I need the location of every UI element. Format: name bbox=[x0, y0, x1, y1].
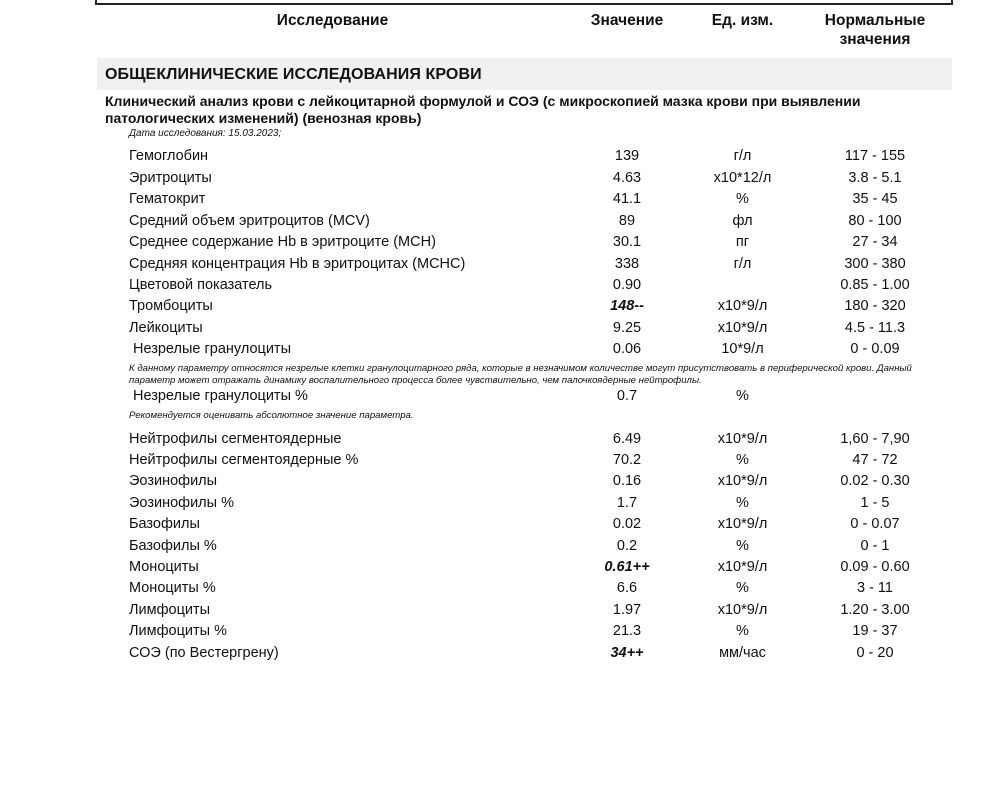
report-frame-top bbox=[95, 0, 953, 5]
column-header-norm-line1: Нормальные bbox=[824, 12, 926, 29]
row-unit: x10*12/л bbox=[713, 170, 772, 186]
row-norm: 1.20 - 3.00 bbox=[840, 602, 910, 618]
footnote-immature-granulocytes: К данному параметру относятся незрелые клетки гранулоцитарного ряда, которые в незначимом количестве могут присутствовать в периферической крови. Данный параметр может отражать динамику воспалительного процесса более чувствительно, чем палочкоядерные нейтрофилы. bbox=[129, 363, 912, 386]
result-row bbox=[0, 602, 1000, 623]
row-norm: 3.8 - 5.1 bbox=[848, 170, 902, 186]
row-name: Базофилы bbox=[129, 516, 200, 532]
row-name: Моноциты bbox=[129, 559, 199, 575]
row-value: 0.02 bbox=[612, 516, 642, 532]
result-row bbox=[0, 170, 1000, 191]
row-value: 139 bbox=[614, 148, 640, 164]
row-name: Средний объем эритроцитов (MCV) bbox=[129, 213, 370, 229]
row-name: Эозинофилы % bbox=[129, 495, 234, 511]
row-value: 21.3 bbox=[612, 623, 642, 639]
row-unit: x10*9/л bbox=[717, 559, 768, 575]
test-title: Клинический анализ крови с лейкоцитарной формулой и СОЭ (с микроскопией мазка крови при выявлении патологических изменений) (венозная кровь) bbox=[105, 93, 861, 126]
row-name: Цветовой показатель bbox=[129, 277, 273, 293]
row-name: Нейтрофилы сегментоядерные bbox=[129, 431, 342, 447]
row-value: 1.97 bbox=[612, 602, 642, 618]
row-unit: % bbox=[736, 191, 749, 207]
row-name: СОЭ (по Вестергрену) bbox=[129, 645, 279, 661]
row-unit: г/л bbox=[733, 148, 752, 164]
row-unit: % bbox=[736, 388, 749, 404]
row-unit: x10*9/л bbox=[717, 602, 768, 618]
result-row bbox=[0, 277, 1000, 298]
row-value: 6.49 bbox=[612, 431, 642, 447]
row-name: Тромбоциты bbox=[129, 298, 213, 314]
row-unit: % bbox=[736, 495, 749, 511]
row-norm: 0.02 - 0.30 bbox=[840, 473, 910, 489]
row-value: 30.1 bbox=[612, 234, 642, 250]
row-name: Нейтрофилы сегментоядерные % bbox=[129, 452, 359, 468]
row-name: Средняя концентрация Hb в эритроцитах (MCHC) bbox=[129, 256, 466, 272]
row-norm: 0 - 0.09 bbox=[850, 341, 900, 357]
row-value: 9.25 bbox=[612, 320, 642, 336]
column-header-unit: Ед. изм. bbox=[711, 12, 774, 29]
row-unit: фл bbox=[732, 213, 753, 229]
row-unit: % bbox=[736, 623, 749, 639]
row-norm: 35 - 45 bbox=[852, 191, 898, 207]
row-name: Эритроциты bbox=[129, 170, 212, 186]
row-value: 1.7 bbox=[616, 495, 638, 511]
row-name: Незрелые гранулоциты bbox=[133, 341, 291, 357]
row-norm: 117 - 155 bbox=[844, 148, 906, 164]
column-header-value: Значение bbox=[590, 12, 664, 29]
row-name: Гематокрит bbox=[129, 191, 206, 207]
row-norm: 19 - 37 bbox=[852, 623, 898, 639]
row-name: Эозинофилы bbox=[129, 473, 218, 489]
row-unit: % bbox=[736, 452, 749, 468]
row-value: 0.16 bbox=[612, 473, 642, 489]
row-unit: x10*9/л bbox=[717, 431, 768, 447]
result-row bbox=[0, 320, 1000, 341]
row-value-flagged: 0.61++ bbox=[604, 559, 650, 575]
row-name: Лимфоциты bbox=[129, 602, 211, 618]
row-unit: % bbox=[736, 538, 749, 554]
column-header-study: Исследование bbox=[276, 12, 389, 29]
row-norm: 1 - 5 bbox=[860, 495, 890, 511]
row-unit: г/л bbox=[733, 256, 752, 272]
row-norm: 0.85 - 1.00 bbox=[840, 277, 910, 293]
section-title: ОБЩЕКЛИНИЧЕСКИЕ ИССЛЕДОВАНИЯ КРОВИ bbox=[105, 66, 482, 83]
result-row bbox=[0, 148, 1000, 169]
row-norm: 180 - 320 bbox=[844, 298, 906, 314]
row-name: Среднее содержание Hb в эритроците (MCH) bbox=[129, 234, 436, 250]
row-norm: 3 - 11 bbox=[856, 580, 893, 596]
row-value: 41.1 bbox=[612, 191, 642, 207]
row-value: 0.7 bbox=[616, 388, 638, 404]
result-row bbox=[0, 234, 1000, 255]
column-header-norm bbox=[805, 11, 945, 49]
result-row bbox=[0, 431, 1000, 452]
row-norm: 1,60 - 7,90 bbox=[840, 431, 910, 447]
result-row bbox=[0, 495, 1000, 516]
result-row-flagged bbox=[0, 559, 1000, 580]
result-row bbox=[0, 623, 1000, 644]
result-row bbox=[0, 538, 1000, 559]
row-unit: x10*9/л bbox=[717, 473, 768, 489]
row-value: 70.2 bbox=[612, 452, 642, 468]
row-value-flagged: 148-- bbox=[610, 298, 644, 314]
result-row bbox=[0, 452, 1000, 473]
result-row-flagged bbox=[0, 645, 1000, 666]
row-norm: 27 - 34 bbox=[852, 234, 898, 250]
row-name: Гемоглобин bbox=[129, 148, 209, 164]
result-row bbox=[0, 473, 1000, 494]
footnote-recommendation: Рекомендуется оценивать абсолютное значение параметра. bbox=[129, 410, 414, 421]
row-norm: 80 - 100 bbox=[848, 213, 902, 229]
result-row bbox=[0, 213, 1000, 234]
row-norm: 4.5 - 11.3 bbox=[844, 320, 906, 336]
row-value: 4.63 bbox=[612, 170, 642, 186]
row-value: 0.90 bbox=[612, 277, 642, 293]
result-row bbox=[0, 341, 1000, 362]
column-header-norm-line2: значения bbox=[839, 31, 911, 48]
row-unit: x10*9/л bbox=[717, 320, 768, 336]
result-row bbox=[0, 256, 1000, 277]
row-value: 0.2 bbox=[616, 538, 638, 554]
row-unit: мм/час bbox=[719, 645, 766, 661]
row-unit: x10*9/л bbox=[717, 516, 768, 532]
row-unit: 10*9/л bbox=[721, 341, 764, 357]
row-norm: 47 - 72 bbox=[852, 452, 898, 468]
result-row-flagged bbox=[0, 298, 1000, 319]
row-norm: 0 - 20 bbox=[856, 645, 894, 661]
row-unit: % bbox=[736, 580, 749, 596]
row-norm: 0 - 0.07 bbox=[850, 516, 900, 532]
row-norm: 300 - 380 bbox=[844, 256, 906, 272]
row-value: 89 bbox=[618, 213, 636, 229]
result-row bbox=[0, 516, 1000, 537]
row-name: Лейкоциты bbox=[129, 320, 203, 336]
test-date: Дата исследования: 15.03.2023; bbox=[129, 128, 282, 139]
row-name: Базофилы % bbox=[129, 538, 217, 554]
row-unit: x10*9/л bbox=[717, 298, 768, 314]
row-value-flagged: 34++ bbox=[610, 645, 644, 661]
row-value: 0.06 bbox=[612, 341, 642, 357]
row-name: Лимфоциты % bbox=[129, 623, 227, 639]
result-row bbox=[0, 191, 1000, 212]
result-row bbox=[0, 580, 1000, 601]
row-name: Незрелые гранулоциты % bbox=[133, 388, 308, 404]
row-norm: 0 - 1 bbox=[860, 538, 890, 554]
row-value: 338 bbox=[614, 256, 640, 272]
row-name: Моноциты % bbox=[129, 580, 216, 596]
row-unit: пг bbox=[735, 234, 750, 250]
row-value: 6.6 bbox=[616, 580, 638, 596]
row-norm: 0.09 - 0.60 bbox=[840, 559, 910, 575]
result-row bbox=[0, 388, 1000, 409]
